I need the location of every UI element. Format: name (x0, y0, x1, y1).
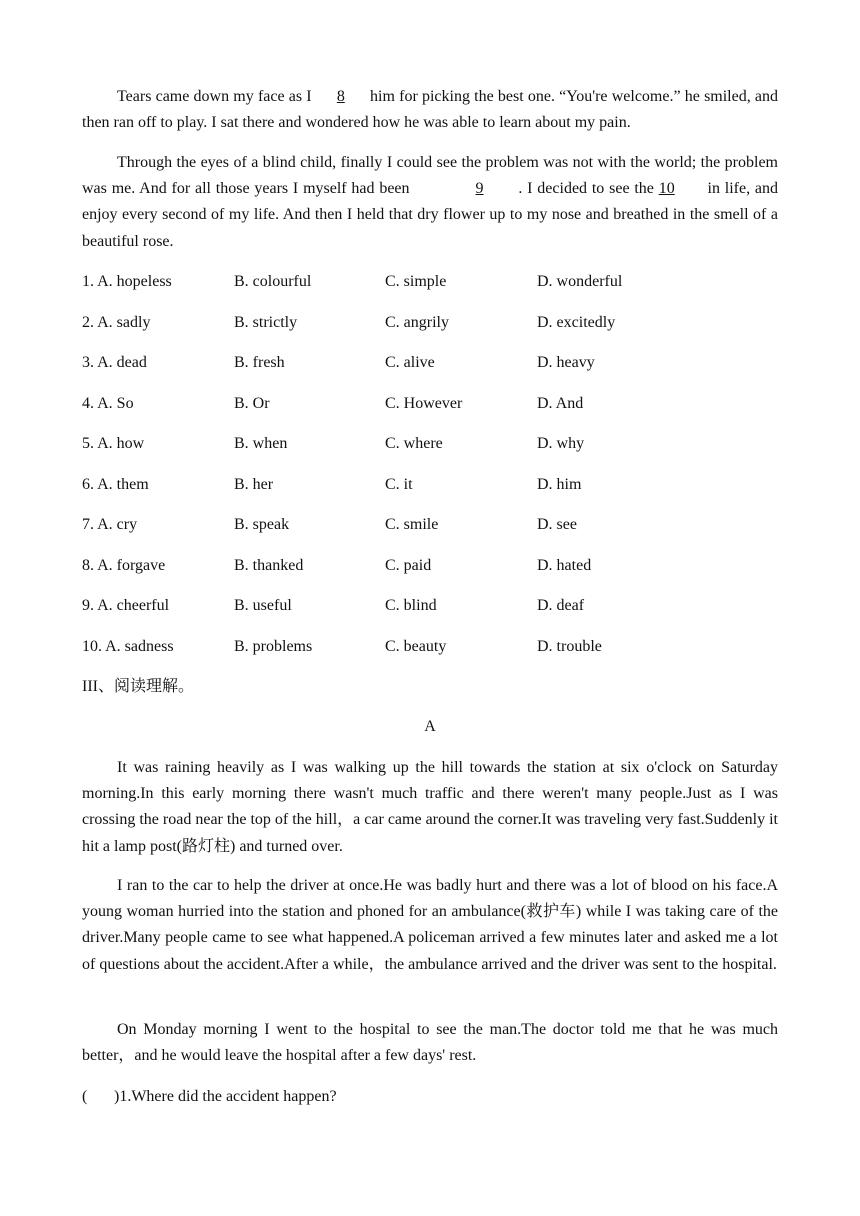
blank-9: 9 (475, 180, 484, 198)
option-a: 2. A. sadly (82, 314, 151, 331)
paragraph-text: him for picking the best one. “You're welcome.” he smiled, and then ran off to play. I sat there and wondered how he was able to learn about my pain. (82, 88, 779, 132)
option-d: D. him (537, 476, 582, 493)
paragraph-text: in life, and enjoy every second of my life. And then I held that dry flower up to my nose and breathed in the smell of a beautiful rose. (82, 180, 779, 250)
option-c: C. angrily (385, 314, 449, 331)
option-b: B. Or (234, 395, 270, 412)
reading-paragraph-3: On Monday morning I went to the hospital to see the man.The doctor told me that he was much better，and he would leave the hospital after a few days' rest. (82, 1021, 778, 1065)
cloze-paragraph-2 (82, 150, 778, 255)
option-b: B. her (234, 476, 274, 493)
option-c: C. However (385, 395, 463, 412)
option-a: 8. A. forgave (82, 557, 166, 574)
option-d: D. wonderful (537, 273, 623, 290)
option-a: 5. A. how (82, 435, 145, 452)
paragraph-text: Through the eyes of a blind child, finally I could see the problem was not with the world; the problem was me. And for all those years I myself had been (82, 154, 778, 198)
reading-paragraph-2: I ran to the car to help the driver at once.He was badly hurt and there was a lot of blood on his face.A young woman hurried into the station and phoned for an ambulance(救护车) while I was taking care of the driver.Many people came to see what happened.A policeman arrived a few minutes later and asked me a lot of questions about the accident.After a while，the ambulance arrived and the driver was sent to the hospital. (82, 877, 778, 973)
option-b: B. colourful (234, 273, 312, 290)
question-text: )1.Where did the accident happen? (114, 1088, 337, 1105)
option-c: C. where (385, 435, 443, 452)
option-b: B. useful (234, 597, 292, 614)
blank-10: 10 (658, 180, 675, 198)
option-b: B. when (234, 435, 288, 452)
option-a: 10. A. sadness (82, 638, 174, 655)
option-a: 7. A. cry (82, 516, 138, 533)
section-heading: III、阅读理解。 (82, 678, 194, 695)
option-a: 9. A. cheerful (82, 597, 170, 614)
option-a: 3. A. dead (82, 354, 147, 371)
option-d: D. heavy (537, 354, 595, 371)
option-c: C. beauty (385, 638, 447, 655)
option-c: C. smile (385, 516, 439, 533)
option-b: B. problems (234, 638, 313, 655)
option-c: C. simple (385, 273, 447, 290)
option-d: D. why (537, 435, 585, 452)
question-1 (82, 1086, 337, 1108)
option-d: D. see (537, 516, 577, 533)
option-d: D. And (537, 395, 584, 412)
answer-paren: ( (82, 1088, 88, 1105)
option-b: B. strictly (234, 314, 298, 331)
reading-paragraph-1: It was raining heavily as I was walking up the hill towards the station at six o'clock on Saturday morning.In this early morning there wasn't much traffic and there weren't many people.Just as I was crossing the road near the top of the hill，a car came around the corner.It was traveling very fast.Suddenly it hit a lamp post(路灯柱) and turned over. (82, 759, 778, 855)
option-c: C. blind (385, 597, 437, 614)
part-label: A (424, 718, 436, 735)
option-b: B. thanked (234, 557, 304, 574)
option-c: C. paid (385, 557, 432, 574)
option-d: D. excitedly (537, 314, 616, 331)
option-d: D. hated (537, 557, 592, 574)
option-a: 4. A. So (82, 395, 134, 412)
option-b: B. speak (234, 516, 290, 533)
cloze-paragraph-1 (82, 84, 778, 136)
option-a: 1. A. hopeless (82, 273, 172, 290)
option-d: D. trouble (537, 638, 602, 655)
blank-8: 8 (336, 88, 345, 105)
paragraph-text: Tears came down my face as I (117, 88, 312, 105)
paragraph-text: . I decided to see the (518, 180, 654, 198)
option-d: D. deaf (537, 597, 585, 614)
option-a: 6. A. them (82, 476, 149, 493)
option-c: C. alive (385, 354, 435, 371)
option-c: C. it (385, 476, 413, 493)
option-b: B. fresh (234, 354, 285, 371)
